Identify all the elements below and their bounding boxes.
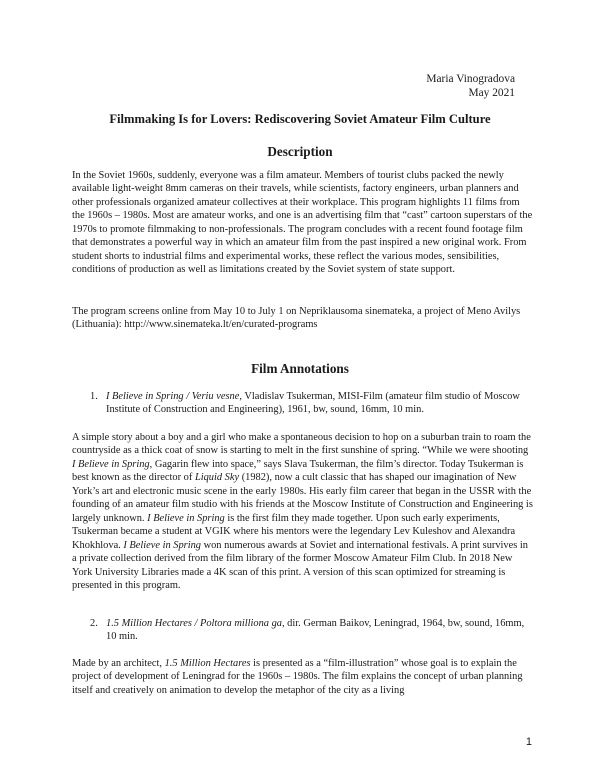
annotation-paragraph-1 <box>72 431 534 592</box>
author-name: Maria Vinogradova <box>426 73 515 85</box>
page-number: 1 <box>525 736 532 748</box>
author-date: May 2021 <box>468 87 515 99</box>
item-citation <box>106 617 534 644</box>
film-details: , Vladislav Tsukerman, MISI-Film (amateur film studio of Moscow Institute of Construction and Engineering), 1961, bw, sound, 16mm, 10 min. <box>106 391 520 416</box>
film-title-italic: I Believe in Spring <box>72 458 150 470</box>
text-run: is the first film they made together. Upon such early experiments, Tsukerman became a student at VGIK where his mentors were the legendary Lev Kuleshov and Alexandra Khokhlova. <box>72 512 516 551</box>
item-number: 2. <box>90 618 98 629</box>
document-title: Filmmaking Is for Lovers: Rediscovering Soviet Amateur Film Culture <box>109 112 491 126</box>
film-details: , dir. German Baikov, Leningrad, 1964, bw, sound, 16mm, 10 min. <box>106 618 525 643</box>
description-paragraph-2: The program screens online from May 10 to July 1 on Nepriklausoma sinemateka, a project of Meno Avilys (Lithuania): http://www.sinemateka.lt/en/curated-programs <box>72 306 521 331</box>
annotations-heading: Film Annotations <box>251 361 349 376</box>
annotation-paragraph-2 <box>72 657 534 697</box>
item-citation <box>106 390 534 417</box>
film-title: 1.5 Million Hectares / Poltora milliona ga <box>106 618 282 629</box>
description-heading: Description <box>267 144 333 159</box>
text-run: , Gagarin flew into space,” says Slava Tsukerman, the film’s director. Today Tsukerman is best known as the director of <box>72 458 524 484</box>
film-title-italic: I Believe in Spring <box>147 512 225 524</box>
text-run: won numerous awards at Soviet and international festivals. A print survives in a private collection derived from the film library of the former Moscow Amateur Film Club. In 2018 New York University Libraries made a 4K scan of this print. A version of this scan optimized for streaming is presented in this program. <box>72 539 528 591</box>
text-run: Made by an architect, <box>72 658 165 669</box>
film-title-italic: I Believe in Spring <box>123 539 201 551</box>
item-number: 1. <box>90 391 98 402</box>
author-block <box>426 72 515 100</box>
film-title: I Believe in Spring / Veriu vesne <box>106 391 240 402</box>
text-run: A simple story about a boy and a girl who make a spontaneous decision to hop on a suburban train to roam the countryside as a thick coat of snow is starting to melt in the first sunshine of spring. “While we were shooting <box>72 432 531 457</box>
film-title-italic: Liquid Sky <box>194 472 240 484</box>
text-run: is presented as a “film-illustration” whose goal is to explain the project of development of Leningrad for the 1960s – 1980s. The film explains the concept of urban planning itself and creatively on animation to develop the metaphor of the city as a living <box>72 658 523 696</box>
text-run: (1982), now a cult classic that has shaped our imagination of New York’s art and electronic music scene in the early 1980s. His early film career that began in the USSR with the founding of an amateur film studio with his friends at the Moscow Institute of Construction and Engineering is largely unknown. <box>72 472 533 524</box>
film-title-italic: 1.5 Million Hectares <box>164 658 251 669</box>
description-paragraph-1: In the Soviet 1960s, suddenly, everyone was a film amateur. Members of tourist clubs packed the newly available light-weight 8mm cameras on their travels, while scientists, factory engineers, urban planners and other professionals organized amateur collectives at their workplace. This program highlights 11 films from the 1960s – 1980s. Most are amateur works, and one is an advertising film that “cast” cartoon superstars of the 1970s to promote filmmaking to non-professionals. The program concludes with a recent found footage film that demonstrates a powerful way in which an amateur film from the past inspired a new original work. From student shorts to industrial films and experimental works, these reflect the various modes, sensibilities, conditions of production as well as limitations created by the Soviet system of state support. <box>72 170 533 276</box>
